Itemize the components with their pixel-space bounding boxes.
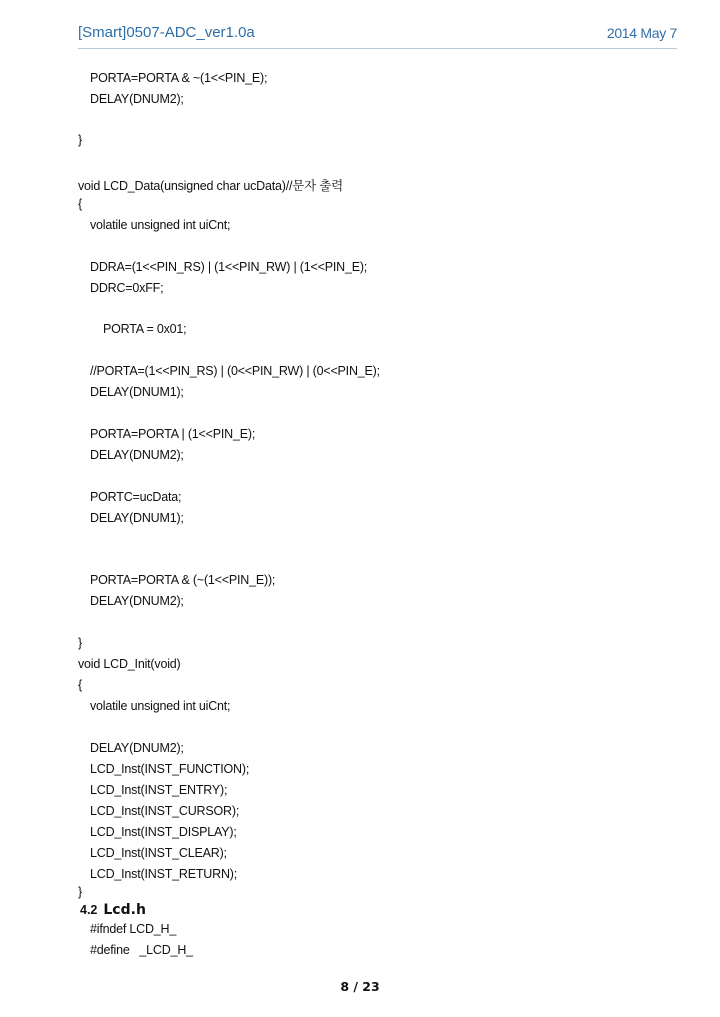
code-line: { [78,197,82,211]
code-line: PORTA=PORTA & (~(1<<PIN_E)); [90,573,276,587]
code-line: volatile unsigned int uiCnt; [90,699,231,713]
code-line: #ifndef LCD_H_ [90,922,177,936]
code-line: LCD_Inst(INST_RETURN); [90,867,238,881]
code-line: LCD_Inst(INST_ENTRY); [90,783,228,797]
code-line: PORTA=PORTA | (1<<PIN_E); [90,427,256,441]
code-line: void LCD_Data(unsigned char ucData)//문자 출력 [78,179,344,193]
code-line: DELAY(DNUM2); [90,448,184,462]
code-line: PORTC=ucData; [90,490,182,504]
section-title: Lcd.h [103,902,146,918]
section-heading [80,901,146,919]
code-line: DDRC=0xFF; [90,281,164,295]
code-line: LCD_Inst(INST_DISPLAY); [90,825,237,839]
code-line: LCD_Inst(INST_CURSOR); [90,804,240,818]
section-number: 4.2 [80,903,98,917]
document-date: 2014 May 7 [606,25,677,41]
code-line: DELAY(DNUM2); [90,92,184,106]
code-line: DELAY(DNUM2); [90,741,184,755]
document-title: [Smart]0507-ADC_ver1.0a [78,24,255,41]
code-line: DELAY(DNUM1); [90,385,184,399]
code-line: #define _LCD_H_ [90,943,193,957]
code-line: PORTA=PORTA & ~(1<<PIN_E); [90,71,268,85]
code-line: } [78,885,82,899]
code-line: DDRA=(1<<PIN_RS) | (1<<PIN_RW) | (1<<PIN_E); [90,260,368,274]
code-line: PORTA = 0x01; [103,322,187,336]
code-line: } [78,636,82,650]
code-line: DELAY(DNUM1); [90,511,184,525]
code-line: DELAY(DNUM2); [90,594,184,608]
code-line: LCD_Inst(INST_FUNCTION); [90,762,250,776]
code-line: } [78,133,82,147]
code-line: { [78,678,82,692]
page-number: 8 / 23 [340,979,380,994]
code-line: LCD_Inst(INST_CLEAR); [90,846,227,860]
code-line: void LCD_Init(void) [78,657,181,671]
code-line: volatile unsigned int uiCnt; [90,218,231,232]
code-line: //PORTA=(1<<PIN_RS) | (0<<PIN_RW) | (0<<PIN_E); [90,364,380,378]
